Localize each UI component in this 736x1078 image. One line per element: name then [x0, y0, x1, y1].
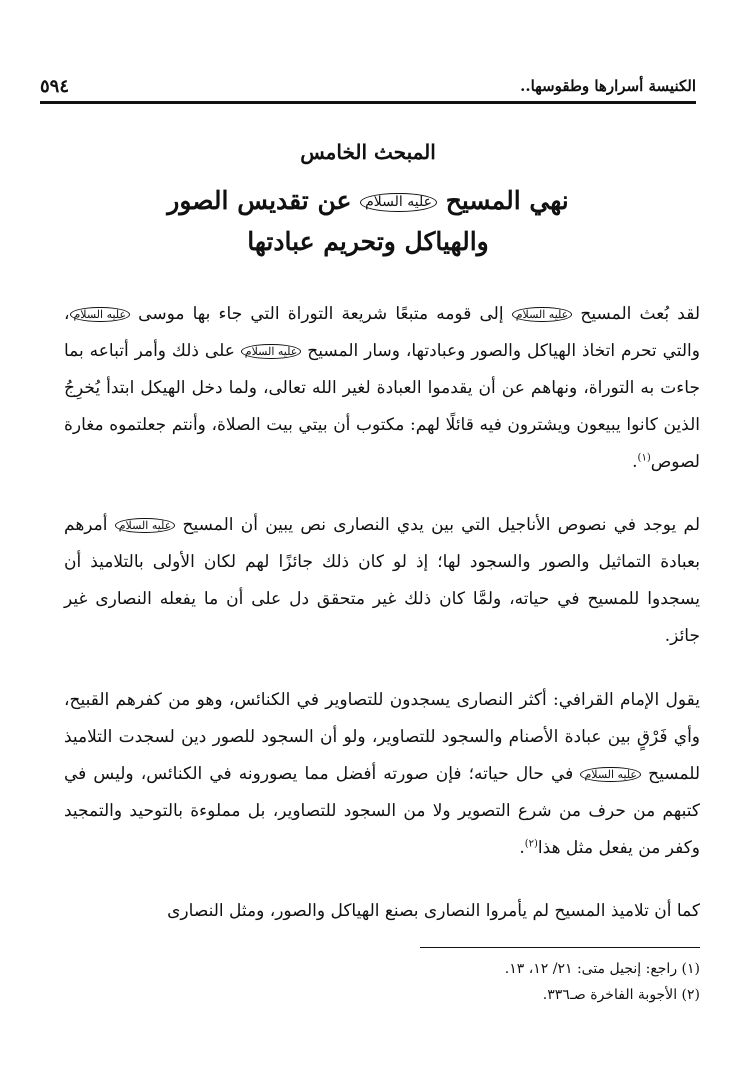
- section-title-line-1: [40, 186, 696, 215]
- honorific-seal: عليه السلام: [70, 307, 131, 323]
- footnote-ref-2: (٢): [524, 838, 538, 850]
- chapter-title: المبحث الخامس: [300, 140, 436, 164]
- footnote-1: (١) راجع: إنجيل متى: ٢١/ ١٢، ١٣.: [504, 961, 700, 977]
- honorific-seal: عليه السلام: [360, 193, 437, 213]
- p2-text-2: أمرهم بعبادة التماثيل والصور والسجود لها؛ إذ لو كان ذلك جائزًا لهم لكان الأولى بالتلاميذ أن يسجدوا للمسيح في حياته، ولمَّا كان ذلك غير متحقق دل على أن ما يفعله النصارى غير جائز.: [64, 515, 700, 646]
- page-number: ٥٩٤: [40, 76, 70, 97]
- p1-text-2: إلى قومه متبعًا شريعة التوراة التي جاء بها موسى: [138, 304, 504, 324]
- header-divider: [40, 101, 696, 104]
- section-title-part-1: نهي المسيح: [445, 186, 569, 215]
- paragraph-1: [64, 296, 700, 481]
- paragraph-2: [64, 507, 700, 655]
- honorific-seal: عليه السلام: [115, 518, 176, 534]
- p1-text-3: ، والتي تحرم اتخاذ الهياكل والصور وعبادتها، وسار المسيح: [64, 304, 700, 361]
- honorific-seal: عليه السلام: [241, 344, 302, 360]
- section-title-line-2: والهياكل وتحريم عبادتها: [247, 227, 489, 256]
- p2-text-1: لم يوجد في نصوص الأناجيل التي بين يدي النصارى نص يبين أن المسيح: [182, 515, 700, 535]
- honorific-seal: عليه السلام: [512, 307, 573, 323]
- p1-end: .: [632, 452, 638, 472]
- p3-end: .: [519, 838, 525, 858]
- p1-text-1: لقد بُعث المسيح: [580, 304, 701, 324]
- paragraph-3: [64, 682, 700, 867]
- footnote-ref-1: (١): [637, 452, 651, 464]
- p3-text-1: يقول الإمام القرافي: أكثر النصارى يسجدون للتصاوير في الكنائس، وهو من كفرهم القبيح، وأي فَرْقٍ بين عبادة الأصنام والسجود للتصاوير، ولو أن السجود للصور دين لسجدت التلاميذ للمسيح: [64, 690, 701, 784]
- section-title-part-2: عن تقديس الصور: [167, 186, 352, 215]
- p1-text-4: على ذلك وأمر أتباعه بما جاءت به التوراة، ونهاهم عن أن يقدموا العبادة لغير الله تعالى، ولما دخل الهيكل ابتدأ يُخرِجُ الذين كانوا يبيعون ويشترون فيه قائلًا لهم: مكتوب أن بيتي بيت الصلاة، وأنتم جعلتموه مغارة لصوص: [64, 341, 700, 472]
- footnote-divider: [420, 947, 700, 948]
- footnotes: [64, 956, 700, 1008]
- page-header: [40, 60, 696, 100]
- running-title: الكنيسة أسرارها وطقوسها..: [520, 77, 696, 95]
- honorific-seal: عليه السلام: [580, 767, 641, 783]
- paragraph-4: [64, 893, 700, 930]
- p4-text-1: كما أن تلاميذ المسيح لم يأمروا النصارى بصنع الهياكل والصور، ومثل النصارى: [167, 901, 700, 921]
- footnote-2: (٢) الأجوبة الفاخرة صـ٣٣٦.: [542, 987, 700, 1003]
- p3-text-2: في حال حياته؛ فإن صورته أفضل مما يصورونه في الكنائس، وليس في كتبهم من حرف من شرع التصوير ولا من السجود للتصاوير، بل مملوءة بالتوحيد والتمجيد وكفر من يفعل مثل هذا: [64, 764, 700, 858]
